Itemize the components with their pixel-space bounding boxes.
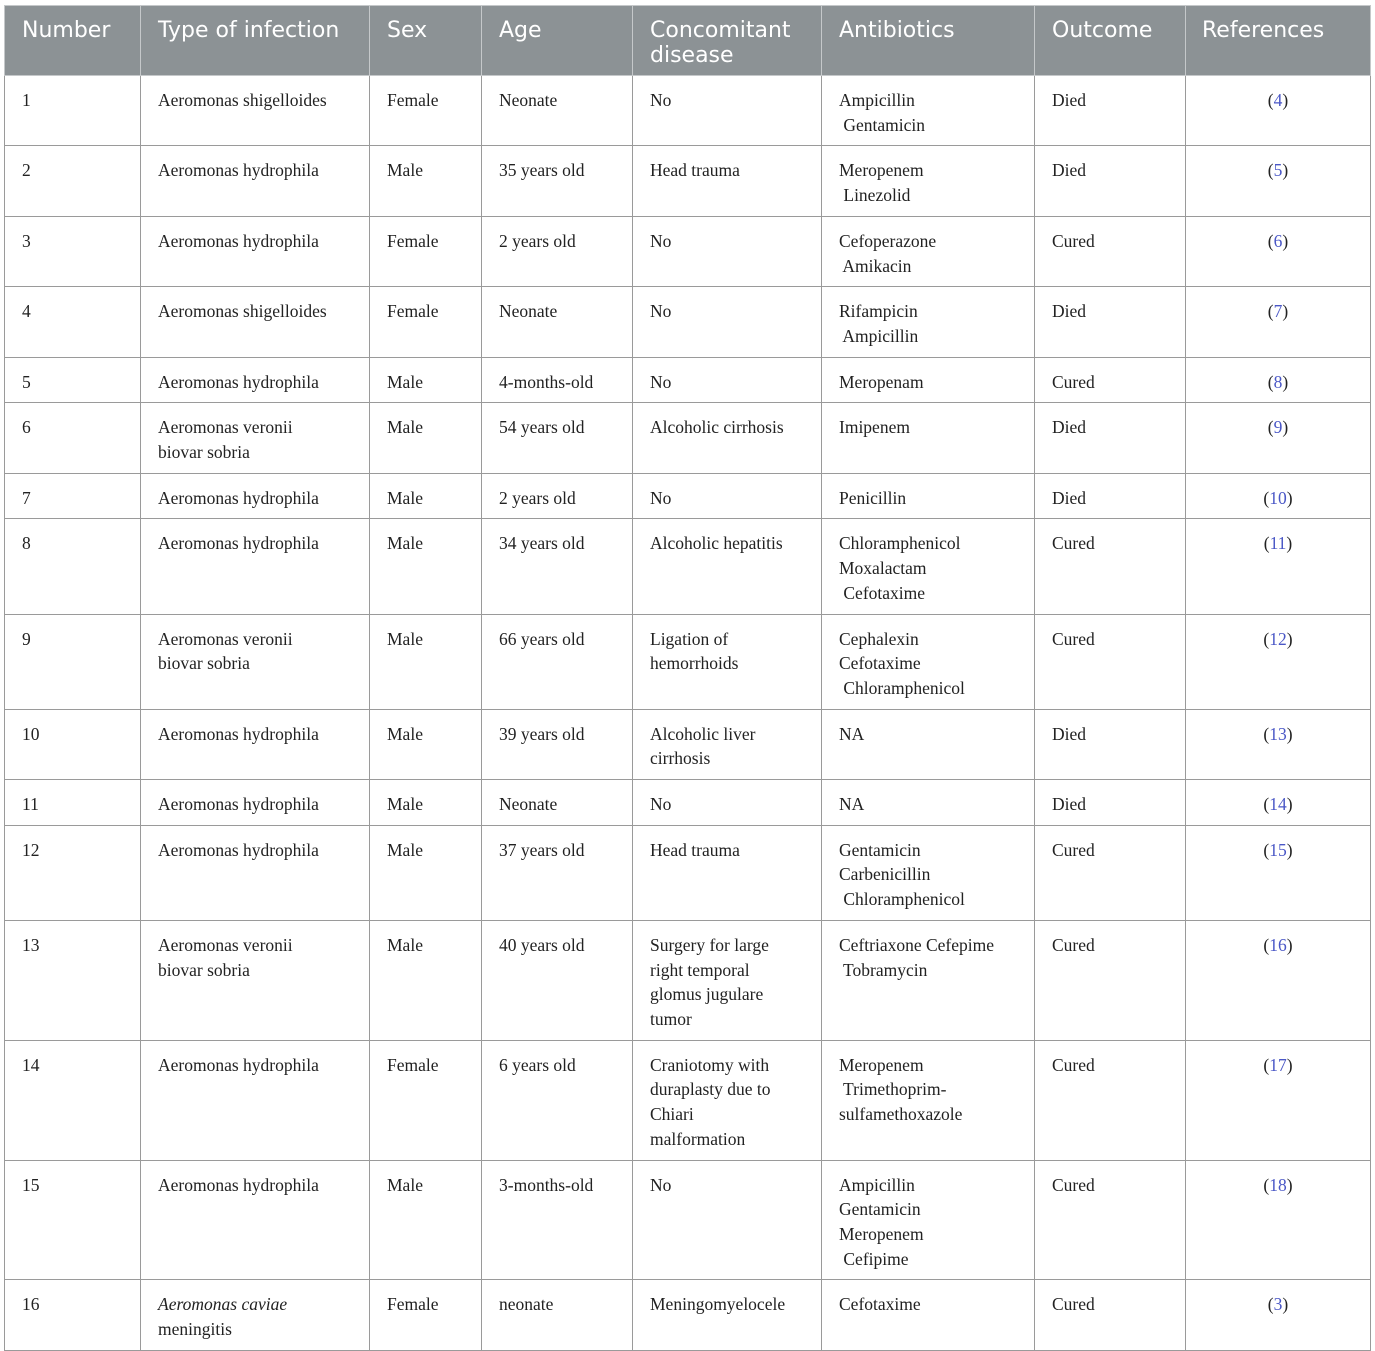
- cell-concomitant-disease: [633, 709, 822, 779]
- cell-concomitant-disease-line: glomus jugulare: [650, 984, 764, 1005]
- cell-antibiotics-line: Cefoperazone: [839, 230, 937, 251]
- cell-age: 2 years old: [482, 216, 633, 286]
- cell-number: 2: [5, 146, 141, 216]
- cell-type-of-infection-line: Aeromonas hydrophila: [158, 533, 319, 554]
- cell-concomitant-disease-line: Craniotomy with: [650, 1054, 770, 1075]
- ref-paren-close: ): [1282, 371, 1289, 392]
- ref-paren-close: ): [1286, 1174, 1293, 1195]
- cell-type-of-infection-line: Aeromonas hydrophila: [158, 794, 319, 815]
- cell-references: [1186, 403, 1371, 473]
- cell-type-of-infection: [141, 473, 370, 519]
- cell-antibiotics: [822, 146, 1035, 216]
- cell-references: [1186, 709, 1371, 779]
- reference-link[interactable]: 15: [1269, 839, 1287, 860]
- cell-outcome: Cured: [1035, 519, 1186, 614]
- cell-antibiotics-line: Cefipime: [839, 1248, 909, 1269]
- cell-references: [1186, 473, 1371, 519]
- ref-paren-open: (: [1263, 723, 1270, 744]
- ref-paren-close: ): [1282, 301, 1289, 322]
- cell-concomitant-disease: [633, 780, 822, 826]
- cell-antibiotics-line: Gentamicin: [839, 1199, 921, 1220]
- table-row: [5, 216, 1371, 286]
- ref-paren-close: ): [1286, 794, 1293, 815]
- cell-number: 14: [5, 1040, 141, 1160]
- cell-references: [1186, 216, 1371, 286]
- cell-concomitant-disease-line: cirrhosis: [650, 748, 711, 769]
- cell-antibiotics-line: Chloramphenicol: [839, 533, 961, 554]
- ref-paren-open: (: [1263, 533, 1270, 554]
- cell-concomitant-disease-line: No: [650, 90, 672, 110]
- cell-antibiotics-line: Meropenem: [839, 1054, 924, 1075]
- cell-antibiotics-line: Meropenem: [839, 160, 924, 181]
- reference-link[interactable]: 10: [1269, 487, 1287, 508]
- cell-antibiotics-line: Ampicillin: [839, 90, 915, 110]
- ref-paren-open: (: [1267, 160, 1274, 181]
- cell-age: 6 years old: [482, 1040, 633, 1160]
- cell-age: 54 years old: [482, 403, 633, 473]
- cell-type-of-infection: [141, 825, 370, 920]
- cell-antibiotics-line: Ampicillin: [839, 1174, 915, 1195]
- reference-link[interactable]: 5: [1273, 160, 1283, 181]
- cell-type-of-infection-line: Aeromonas veronii: [158, 417, 293, 438]
- cell-sex: Male: [370, 825, 482, 920]
- cell-concomitant-disease-line: tumor: [650, 1008, 692, 1029]
- cell-concomitant-disease: [633, 216, 822, 286]
- table-row: [5, 473, 1371, 519]
- cell-type-of-infection-line: Aeromonas hydrophila: [158, 1174, 319, 1195]
- cell-antibiotics-line: Chloramphenicol: [839, 677, 965, 698]
- cell-antibiotics-line: Amikacin: [839, 255, 912, 276]
- ref-paren-close: ): [1282, 1294, 1289, 1315]
- cell-antibiotics: [822, 780, 1035, 826]
- cell-age: 39 years old: [482, 709, 633, 779]
- reference-link[interactable]: 9: [1273, 417, 1283, 438]
- header-type-of-infection: Type of infection: [141, 6, 370, 76]
- cell-sex: Male: [370, 357, 482, 403]
- table-row: [5, 146, 1371, 216]
- cell-antibiotics-line: NA: [839, 794, 865, 815]
- cell-antibiotics-line: Imipenem: [839, 417, 910, 438]
- cell-references: [1186, 825, 1371, 920]
- table-row: [5, 287, 1371, 357]
- cell-outcome: Died: [1035, 146, 1186, 216]
- cell-concomitant-disease-line: No: [650, 230, 672, 251]
- cell-concomitant-disease-line: Head trauma: [650, 839, 740, 860]
- cell-sex: Male: [370, 403, 482, 473]
- cell-concomitant-disease-line: Alcoholic liver: [650, 723, 756, 744]
- cell-antibiotics-line: Trimethoprim-: [839, 1079, 947, 1100]
- cell-number: 9: [5, 614, 141, 709]
- cell-concomitant-disease-line: Alcoholic cirrhosis: [650, 417, 784, 438]
- cell-type-of-infection-line: Aeromonas hydrophila: [158, 371, 319, 392]
- reference-link[interactable]: 11: [1269, 533, 1287, 554]
- cell-concomitant-disease: [633, 146, 822, 216]
- cell-sex: Female: [370, 1040, 482, 1160]
- cell-references: [1186, 1280, 1371, 1350]
- ref-paren-open: (: [1267, 230, 1274, 251]
- cell-sex: Male: [370, 709, 482, 779]
- reference-link[interactable]: 16: [1269, 934, 1287, 955]
- cell-concomitant-disease-line: Ligation of: [650, 628, 729, 649]
- cell-antibiotics-line: Tobramycin: [839, 959, 928, 980]
- cell-number: 7: [5, 473, 141, 519]
- cell-age: Neonate: [482, 287, 633, 357]
- header-number: Number: [5, 6, 141, 76]
- reference-link[interactable]: 12: [1269, 628, 1287, 649]
- reference-link[interactable]: 4: [1273, 90, 1283, 110]
- cell-antibiotics: [822, 76, 1035, 146]
- cell-antibiotics-line: Moxalactam: [839, 558, 927, 579]
- header-antibiotics: Antibiotics: [822, 6, 1035, 76]
- cell-antibiotics-line: Meropenem: [839, 1223, 924, 1244]
- cell-number: 15: [5, 1160, 141, 1280]
- cell-sex: Female: [370, 216, 482, 286]
- cell-type-of-infection-line: Aeromonas hydrophila: [158, 160, 319, 181]
- reference-link[interactable]: 7: [1273, 301, 1283, 322]
- cell-concomitant-disease-line: Surgery for large: [650, 934, 769, 955]
- cell-number: 5: [5, 357, 141, 403]
- cell-type-of-infection: [141, 920, 370, 1040]
- cell-type-of-infection-line: Aeromonas veronii: [158, 934, 293, 955]
- cell-antibiotics-line: Chloramphenicol: [839, 889, 965, 910]
- cell-antibiotics-line: Ampicillin: [839, 325, 919, 346]
- cell-antibiotics-line: sulfamethoxazole: [839, 1104, 963, 1125]
- cell-antibiotics: [822, 473, 1035, 519]
- header-references: References: [1186, 6, 1371, 76]
- table-row: [5, 1160, 1371, 1280]
- cell-outcome: Cured: [1035, 614, 1186, 709]
- table-row: [5, 519, 1371, 614]
- cell-concomitant-disease: [633, 1040, 822, 1160]
- cell-antibiotics-line: Meropenam: [839, 371, 924, 392]
- cell-concomitant-disease-line: malformation: [650, 1128, 746, 1149]
- cell-sex: Male: [370, 1160, 482, 1280]
- cell-concomitant-disease-line: No: [650, 794, 672, 815]
- table-header: [5, 6, 1371, 76]
- ref-paren-close: ): [1286, 533, 1293, 554]
- cell-number: 13: [5, 920, 141, 1040]
- reference-link[interactable]: 6: [1273, 230, 1283, 251]
- cell-concomitant-disease: [633, 287, 822, 357]
- cell-type-of-infection: [141, 1160, 370, 1280]
- cell-concomitant-disease: [633, 519, 822, 614]
- cell-antibiotics: [822, 1040, 1035, 1160]
- ref-paren-open: (: [1267, 1294, 1274, 1315]
- table-row: [5, 357, 1371, 403]
- table-row: [5, 403, 1371, 473]
- cell-outcome: Cured: [1035, 920, 1186, 1040]
- cell-age: 40 years old: [482, 920, 633, 1040]
- ref-paren-open: (: [1263, 794, 1270, 815]
- ref-paren-open: (: [1267, 417, 1274, 438]
- cell-type-of-infection: [141, 519, 370, 614]
- cell-concomitant-disease: [633, 825, 822, 920]
- cell-type-of-infection-line: Aeromonas hydrophila: [158, 839, 319, 860]
- ref-paren-open: (: [1263, 1054, 1270, 1075]
- cell-type-of-infection-line: Aeromonas caviae: [158, 1294, 288, 1315]
- table-row: [5, 920, 1371, 1040]
- cell-concomitant-disease-line: duraplasty due to: [650, 1079, 771, 1100]
- table-row: [5, 76, 1371, 146]
- cell-type-of-infection-line: Aeromonas hydrophila: [158, 723, 319, 744]
- cell-references: [1186, 1160, 1371, 1280]
- cell-type-of-infection: [141, 614, 370, 709]
- cell-antibiotics: [822, 825, 1035, 920]
- table-row: [5, 1040, 1371, 1160]
- cell-outcome: Died: [1035, 473, 1186, 519]
- cell-type-of-infection-line: Aeromonas veronii: [158, 628, 293, 649]
- cell-antibiotics: [822, 403, 1035, 473]
- cell-type-of-infection-line: Aeromonas shigelloides: [158, 301, 327, 322]
- cell-age: 66 years old: [482, 614, 633, 709]
- reference-link[interactable]: 14: [1269, 794, 1287, 815]
- table-row: [5, 614, 1371, 709]
- ref-paren-close: ): [1282, 417, 1289, 438]
- cell-type-of-infection: [141, 357, 370, 403]
- cell-type-of-infection-line: Aeromonas hydrophila: [158, 487, 319, 508]
- cell-sex: Male: [370, 519, 482, 614]
- cell-antibiotics-line: Cefotaxime: [839, 1294, 921, 1315]
- cell-outcome: Cured: [1035, 1160, 1186, 1280]
- cell-outcome: Died: [1035, 780, 1186, 826]
- reference-link[interactable]: 8: [1273, 371, 1283, 392]
- cell-age: Neonate: [482, 780, 633, 826]
- cell-type-of-infection: [141, 709, 370, 779]
- cell-antibiotics-line: Linezolid: [839, 185, 911, 206]
- cell-sex: Male: [370, 614, 482, 709]
- cell-outcome: Cured: [1035, 357, 1186, 403]
- cell-sex: Male: [370, 146, 482, 216]
- cell-age: 35 years old: [482, 146, 633, 216]
- cell-antibiotics: [822, 216, 1035, 286]
- cell-type-of-infection: [141, 403, 370, 473]
- cell-references: [1186, 1040, 1371, 1160]
- cell-type-of-infection-line: meningitis: [158, 1319, 232, 1340]
- ref-paren-close: ): [1286, 839, 1293, 860]
- cell-age: Neonate: [482, 76, 633, 146]
- cell-antibiotics: [822, 920, 1035, 1040]
- cell-type-of-infection-line: Aeromonas hydrophila: [158, 230, 319, 251]
- cell-concomitant-disease: [633, 1280, 822, 1350]
- cell-outcome: Cured: [1035, 1040, 1186, 1160]
- reference-link[interactable]: 18: [1269, 1174, 1287, 1195]
- cell-sex: Male: [370, 473, 482, 519]
- table-row: [5, 780, 1371, 826]
- cell-type-of-infection-line: Aeromonas hydrophila: [158, 1054, 319, 1075]
- cell-antibiotics-line: Cefotaxime: [839, 582, 926, 603]
- cell-concomitant-disease-line: hemorrhoids: [650, 653, 739, 674]
- cell-age: 3-months-old: [482, 1160, 633, 1280]
- cell-references: [1186, 357, 1371, 403]
- cell-concomitant-disease: [633, 357, 822, 403]
- cell-type-of-infection-line: biovar sobria: [158, 959, 250, 980]
- cell-concomitant-disease-line: No: [650, 487, 672, 508]
- cell-age: 2 years old: [482, 473, 633, 519]
- cell-number: 6: [5, 403, 141, 473]
- ref-paren-open: (: [1267, 90, 1274, 110]
- ref-paren-open: (: [1267, 301, 1274, 322]
- cell-outcome: Died: [1035, 287, 1186, 357]
- cell-number: 4: [5, 287, 141, 357]
- case-reports-table: [4, 5, 1371, 1351]
- ref-paren-open: (: [1263, 628, 1270, 649]
- ref-paren-open: (: [1263, 839, 1270, 860]
- cell-sex: Male: [370, 920, 482, 1040]
- ref-paren-open: (: [1263, 487, 1270, 508]
- cell-type-of-infection: [141, 76, 370, 146]
- table-row: [5, 1280, 1371, 1350]
- cell-number: 1: [5, 76, 141, 146]
- cell-concomitant-disease: [633, 403, 822, 473]
- cell-references: [1186, 780, 1371, 826]
- ref-paren-close: ): [1286, 1054, 1293, 1075]
- cell-age: 34 years old: [482, 519, 633, 614]
- cell-type-of-infection: [141, 780, 370, 826]
- cell-type-of-infection: [141, 146, 370, 216]
- cell-type-of-infection: [141, 287, 370, 357]
- cell-concomitant-disease: [633, 1160, 822, 1280]
- cell-number: 3: [5, 216, 141, 286]
- cell-type-of-infection: [141, 216, 370, 286]
- cell-number: 12: [5, 825, 141, 920]
- ref-paren-close: ): [1286, 934, 1293, 955]
- cell-concomitant-disease-line: No: [650, 301, 672, 322]
- ref-paren-open: (: [1267, 371, 1274, 392]
- ref-paren-close: ): [1282, 160, 1289, 181]
- cell-antibiotics-line: NA: [839, 723, 865, 744]
- cell-antibiotics-line: Cefotaxime: [839, 653, 921, 674]
- cell-type-of-infection-line: biovar sobria: [158, 653, 250, 674]
- reference-link[interactable]: 3: [1273, 1294, 1283, 1315]
- cell-concomitant-disease: [633, 473, 822, 519]
- cell-antibiotics: [822, 1280, 1035, 1350]
- header-outcome: Outcome: [1035, 6, 1186, 76]
- cell-concomitant-disease-line: Head trauma: [650, 160, 740, 181]
- table-row: [5, 709, 1371, 779]
- cell-concomitant-disease-line: right temporal: [650, 959, 750, 980]
- cell-age: neonate: [482, 1280, 633, 1350]
- cell-concomitant-disease-line: No: [650, 371, 672, 392]
- ref-paren-open: (: [1263, 1174, 1270, 1195]
- cell-number: 10: [5, 709, 141, 779]
- cell-type-of-infection: [141, 1280, 370, 1350]
- cell-antibiotics-line: Gentamicin: [839, 839, 921, 860]
- header-concomitant-disease: Concomitant disease: [633, 6, 822, 76]
- cell-sex: Female: [370, 76, 482, 146]
- cell-type-of-infection-line: biovar sobria: [158, 442, 250, 463]
- header-age: Age: [482, 6, 633, 76]
- cell-age: 4-months-old: [482, 357, 633, 403]
- cell-references: [1186, 519, 1371, 614]
- cell-concomitant-disease-line: Chiari: [650, 1104, 694, 1125]
- cell-type-of-infection-line: Aeromonas shigelloides: [158, 90, 327, 110]
- cell-sex: Female: [370, 1280, 482, 1350]
- cell-concomitant-disease-line: Alcoholic hepatitis: [650, 533, 783, 554]
- cell-antibiotics: [822, 614, 1035, 709]
- cell-antibiotics-line: Cephalexin: [839, 628, 919, 649]
- cell-number: 11: [5, 780, 141, 826]
- header-sex: Sex: [370, 6, 482, 76]
- cell-sex: Female: [370, 287, 482, 357]
- cell-antibiotics: [822, 357, 1035, 403]
- reference-link[interactable]: 13: [1269, 723, 1287, 744]
- cell-references: [1186, 146, 1371, 216]
- cell-concomitant-disease-line: No: [650, 1174, 672, 1195]
- cell-outcome: Died: [1035, 709, 1186, 779]
- cell-antibiotics: [822, 519, 1035, 614]
- cell-references: [1186, 76, 1371, 146]
- ref-paren-close: ): [1282, 90, 1289, 110]
- cell-antibiotics-line: Penicillin: [839, 487, 907, 508]
- ref-paren-close: ): [1286, 723, 1293, 744]
- cell-references: [1186, 287, 1371, 357]
- ref-paren-close: ): [1282, 230, 1289, 251]
- cell-type-of-infection: [141, 1040, 370, 1160]
- table-body: [5, 76, 1371, 1351]
- cell-antibiotics: [822, 1160, 1035, 1280]
- cell-outcome: Cured: [1035, 1280, 1186, 1350]
- ref-paren-close: ): [1286, 487, 1293, 508]
- cell-references: [1186, 920, 1371, 1040]
- cell-concomitant-disease: [633, 76, 822, 146]
- cell-outcome: Died: [1035, 403, 1186, 473]
- cell-antibiotics-line: Ceftriaxone Cefepime: [839, 934, 995, 955]
- cell-references: [1186, 614, 1371, 709]
- cell-outcome: Cured: [1035, 216, 1186, 286]
- cell-concomitant-disease-line: Meningomyelocele: [650, 1294, 786, 1315]
- header-row: [5, 6, 1371, 76]
- cell-concomitant-disease: [633, 920, 822, 1040]
- cell-outcome: Cured: [1035, 825, 1186, 920]
- reference-link[interactable]: 17: [1269, 1054, 1287, 1075]
- cell-number: 16: [5, 1280, 141, 1350]
- table-row: [5, 825, 1371, 920]
- cell-antibiotics-line: Gentamicin: [839, 114, 926, 135]
- cell-antibiotics-line: Carbenicillin: [839, 864, 931, 885]
- ref-paren-open: (: [1263, 934, 1270, 955]
- cell-antibiotics-line: Rifampicin: [839, 301, 918, 322]
- cell-concomitant-disease: [633, 614, 822, 709]
- cell-age: 37 years old: [482, 825, 633, 920]
- cell-number: 8: [5, 519, 141, 614]
- cell-antibiotics: [822, 709, 1035, 779]
- cell-outcome: Died: [1035, 76, 1186, 146]
- cell-sex: Male: [370, 780, 482, 826]
- cell-antibiotics: [822, 287, 1035, 357]
- ref-paren-close: ): [1286, 628, 1293, 649]
